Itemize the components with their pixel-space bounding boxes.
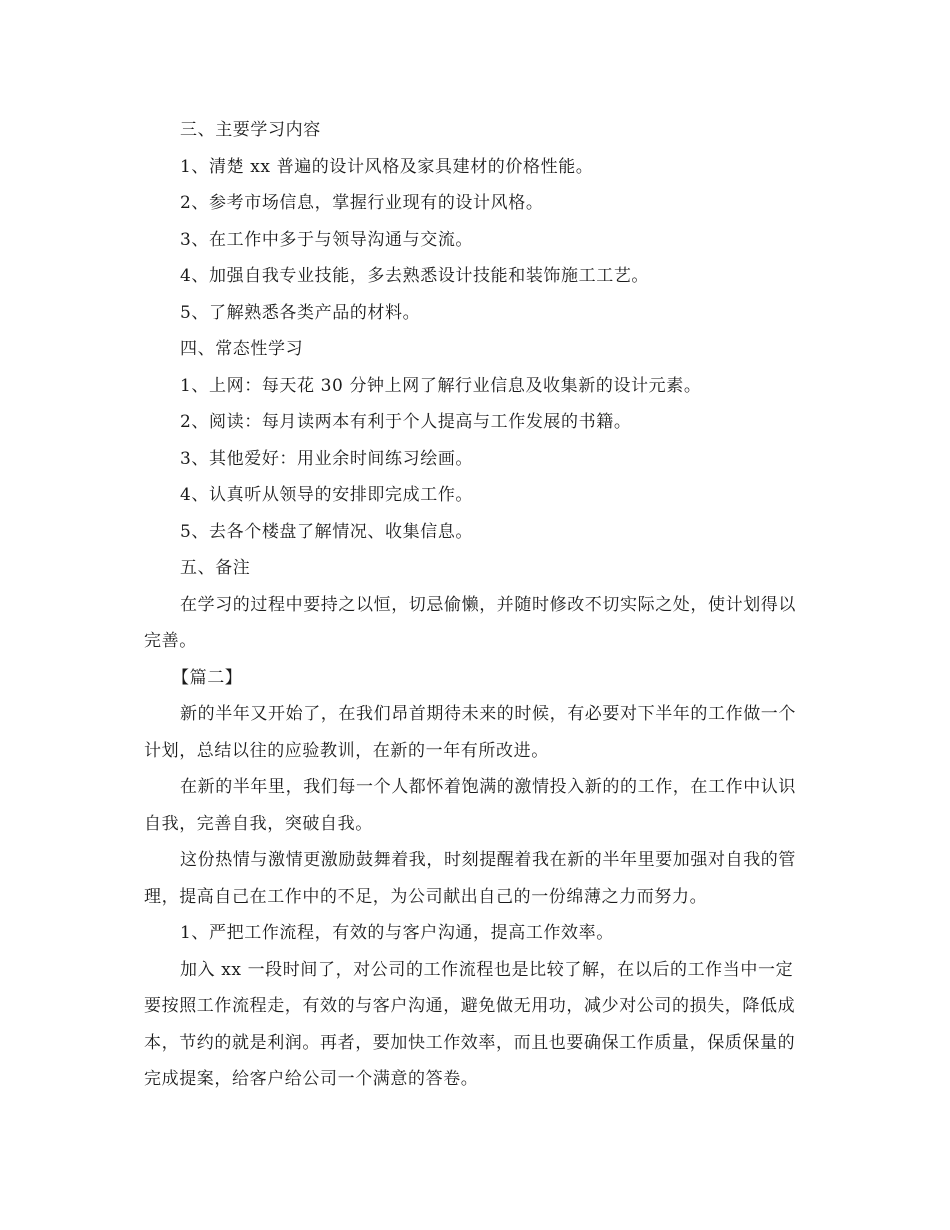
- list-item: 5、了解熟悉各类产品的材料。: [180, 302, 421, 323]
- list-item: 3、其他爱好：用业余时间练习绘画。: [180, 448, 474, 469]
- document-page: [144, 112, 806, 1098]
- body-paragraph: 在新的半年里，我们每一个人都怀着饱满的激情投入新的的工作，在工作中认识自我，完善自我，突破自我。: [144, 777, 796, 834]
- list-item: 3、在工作中多于与领导沟通与交流。: [180, 229, 474, 250]
- list-item: 1、严把工作流程，有效的与客户沟通，提高工作效率。: [180, 923, 614, 943]
- section-heading-3: 三、主要学习内容: [180, 120, 321, 140]
- body-paragraph: 这份热情与激情更激励鼓舞着我，时刻提醒着我在新的半年里要加强对自我的管理，提高自己在工作中的不足，为公司献出自己的一份绵薄之力而努力。: [144, 850, 796, 907]
- section-heading-5: 五、备注: [180, 558, 251, 578]
- section-heading-4: 四、常态性学习: [180, 339, 304, 359]
- part-heading: 【篇二】: [172, 667, 243, 688]
- list-item: 1、上网：每天花 30 分钟上网了解行业信息及收集新的设计元素。: [180, 375, 702, 396]
- list-item: 1、清楚 xx 普遍的设计风格及家具建材的价格性能。: [180, 156, 594, 177]
- body-paragraph: 新的半年又开始了，在我们昂首期待未来的时候，有必要对下半年的工作做一个计划，总结以往的应验教训，在新的一年有所改进。: [144, 704, 796, 761]
- list-item: 4、加强自我专业技能，多去熟悉设计技能和装饰施工工艺。: [180, 266, 650, 286]
- list-item: 4、认真听从领导的安排即完成工作。: [180, 485, 474, 505]
- list-item: 5、去各个楼盘了解情况、收集信息。: [180, 521, 474, 542]
- body-paragraph: 在学习的过程中要持之以恒，切忌偷懒，并随时修改不切实际之处，使计划得以完善。: [144, 594, 796, 651]
- body-paragraph: 加入 xx 一段时间了，对公司的工作流程也是比较了解，在以后的工作当中一定要按照工作流程走，有效的与客户沟通，避免做无用功，减少对公司的损失，降低成本，节约的就是利润。再者，要加快工作效率，而且也要确保工作质量，保质保量的完成提案，给客户给公司一个满意的答卷。: [144, 959, 796, 1089]
- list-item: 2、参考市场信息，掌握行业现有的设计风格。: [180, 193, 544, 213]
- list-item: 2、阅读：每月读两本有利于个人提高与工作发展的书籍。: [180, 412, 632, 432]
